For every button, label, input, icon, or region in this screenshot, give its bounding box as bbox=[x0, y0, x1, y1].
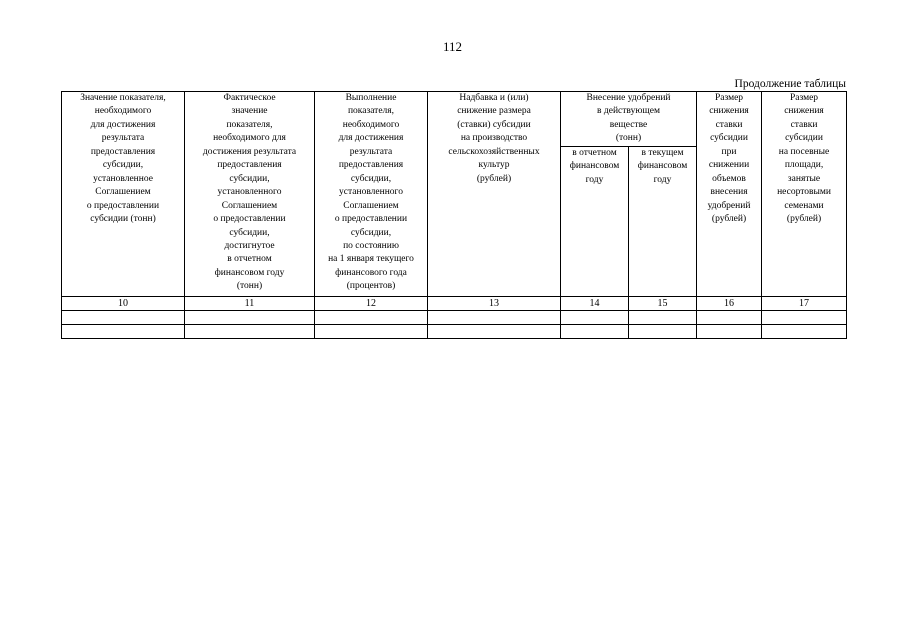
table-cell bbox=[428, 311, 561, 325]
column-numbers-row bbox=[62, 297, 847, 311]
header-col-17: Размер снижения ставки субсидии на посевные площади, занятые несортовыми семенами (рублей) bbox=[762, 92, 847, 297]
table-cell bbox=[185, 325, 315, 339]
table-cell bbox=[315, 311, 428, 325]
header-col-10: Значение показателя, необходимого для достижения результата предоставления субсидии, установленное Соглашением о предоставлении субсидии (тонн) bbox=[62, 92, 185, 297]
table-cell bbox=[697, 311, 762, 325]
header-col-11: Фактическое значение показателя, необходимого для достижения результата предоставления субсидии, установленного Соглашением о предоставлении субсидии, достигнутое в отчетном финансовом году (тонн) bbox=[185, 92, 315, 297]
header-col-12: Выполнение показателя, необходимого для достижения результата предоставления субсидии, установленного Соглашением о предоставлении субсидии, по состоянию на 1 января текущего финансового года (процентов) bbox=[315, 92, 428, 297]
header-col-16: Размер снижения ставки субсидии при снижении объемов внесения удобрений (рублей) bbox=[697, 92, 762, 297]
column-number: 10 bbox=[62, 297, 185, 311]
table-cell bbox=[762, 325, 847, 339]
header-col-13: Надбавка и (или) снижение размера (ставки) субсидии на производство сельскохозяйственных культур (рублей) bbox=[428, 92, 561, 297]
column-number: 15 bbox=[629, 297, 697, 311]
table-continuation-label: Продолжение таблицы bbox=[734, 78, 846, 90]
table-cell bbox=[561, 311, 629, 325]
table-cell bbox=[62, 325, 185, 339]
column-number: 17 bbox=[762, 297, 847, 311]
column-number: 14 bbox=[561, 297, 629, 311]
table-cell bbox=[762, 311, 847, 325]
header-col-14: в отчетном финансовом году bbox=[561, 147, 629, 297]
page-number: 112 bbox=[442, 39, 463, 54]
table-cell bbox=[62, 311, 185, 325]
column-number: 11 bbox=[185, 297, 315, 311]
table-row bbox=[62, 311, 847, 325]
table-cell bbox=[629, 325, 697, 339]
table-cell bbox=[629, 311, 697, 325]
column-number: 13 bbox=[428, 297, 561, 311]
header-col-15: в текущем финансовом году bbox=[629, 147, 697, 297]
table-cell bbox=[697, 325, 762, 339]
table-cell bbox=[315, 325, 428, 339]
subsidy-table bbox=[61, 91, 847, 339]
table-cell bbox=[185, 311, 315, 325]
table-cell bbox=[561, 325, 629, 339]
header-row-1 bbox=[62, 92, 847, 147]
table-cell bbox=[428, 325, 561, 339]
column-number: 12 bbox=[315, 297, 428, 311]
header-fertilizer-group: Внесение удобрений в действующем веществе (тонн) bbox=[561, 92, 697, 147]
column-number: 16 bbox=[697, 297, 762, 311]
table-row bbox=[62, 325, 847, 339]
